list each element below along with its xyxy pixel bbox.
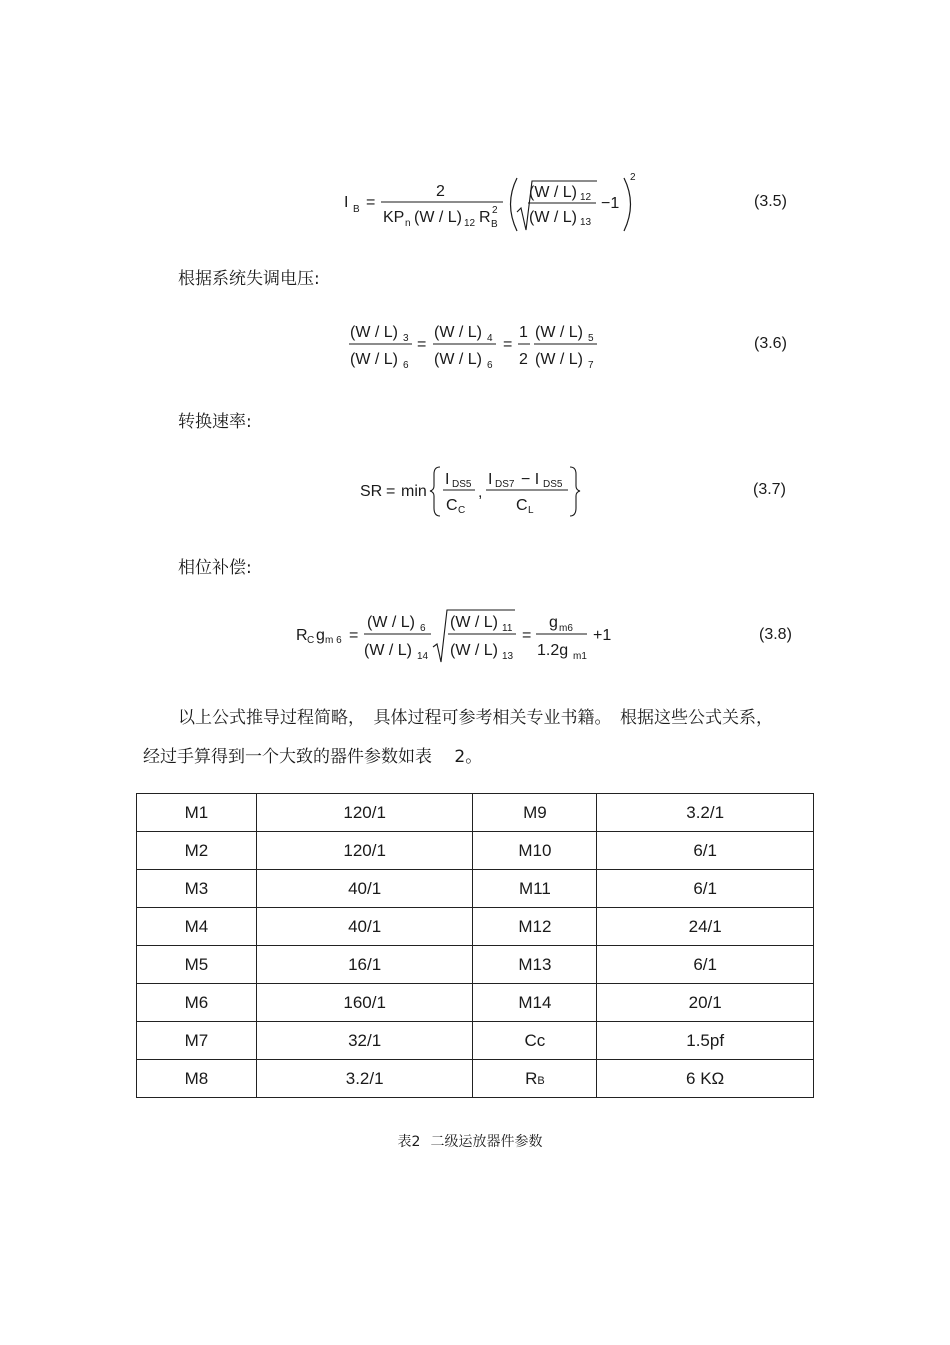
table-cell: Cc [473,1022,597,1060]
eq38-sq-num-sub: 11 [502,623,513,634]
eq37-b-den: C [516,497,528,514]
eq38-lhs-g: g [316,627,325,644]
paragraph-summary-line-1: 以上公式推导过程简略， 具体过程可参考相关专业书籍。 根据这些公式关系， [178,708,773,728]
eq36-half-num: 1 [519,324,528,341]
eq35-sqrt-den: (W / L) [529,209,577,226]
table-cell: M12 [473,908,597,946]
table-cell: 6/1 [597,832,814,870]
eq37-b-num-1: I [488,471,493,488]
table-cell: 120/1 [256,794,473,832]
eq35-left-paren [511,178,518,231]
eq37-b-num-2-sub: DS5 [543,479,563,490]
eq37-equals: = [386,483,396,500]
table-caption [0,1131,950,1151]
table-cell: 3.2/1 [256,1060,473,1098]
eq37-lhs: SR [360,483,383,500]
eq38-eq2: = [522,627,532,644]
table-cell: 6/1 [597,870,814,908]
table-cell: M1 [137,794,257,832]
equation-3-5 [344,172,636,231]
eq36-f1-num: (W / L) [350,324,398,341]
table-cell-rb [473,1060,597,1098]
table-cell: 40/1 [256,908,473,946]
eq38-f1-den-sub: 14 [417,651,429,662]
eq37-right-brace [570,467,580,516]
rb-subscript: B [537,1074,545,1087]
paragraph-slew-rate: 转换速率: [178,412,252,432]
table-row [137,1060,814,1098]
table-cell: 6/1 [597,946,814,984]
eq35-sqrt-den-sub: 13 [580,217,592,228]
eq35-den-wl: (W / L) [414,209,462,226]
eq35-sqrt-num: (W / L) [529,184,577,201]
table-cell: M13 [473,946,597,984]
table-cell: 160/1 [256,984,473,1022]
table-cell: M7 [137,1022,257,1060]
eq38-f3-num: g [549,614,558,631]
caption-label: 表2 [397,1134,421,1150]
eq37-b-den-sub: L [528,505,534,516]
eq35-den-r-sup: 2 [492,205,498,216]
eq36-f3-den: (W / L) [535,351,583,368]
eq35-equals: = [366,194,376,211]
table-cell: M3 [137,870,257,908]
table-row [137,870,814,908]
table-cell: M10 [473,832,597,870]
table-row [137,1022,814,1060]
eq35-outer-sup: 2 [630,172,636,183]
table-cell: 3.2/1 [597,794,814,832]
equation-3-7 [360,467,580,516]
eq35-den-kp: KP [383,209,405,226]
eq36-f3-den-sub: 7 [588,360,594,371]
eq36-eq1: = [417,336,427,353]
paragraph-summary-line-2: 经过手算得到一个大致的器件参数如表 2。 [143,747,483,767]
caption-text: 二级运放器件参数 [430,1134,543,1150]
eq35-den-wl-sub: 12 [464,218,476,229]
eq36-f1-den: (W / L) [350,351,398,368]
eq36-f2-den: (W / L) [434,351,482,368]
equation-number-3-7: (3.7) [753,481,786,498]
eq35-minus-one: −1 [601,195,620,212]
eq36-f1-num-sub: 3 [403,333,409,344]
eq37-a-den: C [446,497,458,514]
paragraph-offset-voltage: 根据系统失调电压: [178,269,320,289]
eq35-lhs: I [344,194,349,211]
eq36-f3-num: (W / L) [535,324,583,341]
table-cell: M14 [473,984,597,1022]
eq38-f1-num: (W / L) [367,614,415,631]
eq35-den-r-sub: B [491,219,498,230]
equation-number-3-6: (3.6) [754,335,787,352]
table-cell: M9 [473,794,597,832]
eq37-a-num-sub: DS5 [452,479,472,490]
eq36-eq2: = [503,336,513,353]
eq38-sq-den-sub: 13 [502,651,514,662]
table-cell: 32/1 [256,1022,473,1060]
table-cell: M11 [473,870,597,908]
table-cell: 6 KΩ [597,1060,814,1098]
eq35-sqrt-num-sub: 12 [580,192,592,203]
table-row [137,794,814,832]
eq37-b-num-minus: − I [521,471,540,488]
equation-3-6 [349,324,597,371]
table-cell: 1.5pf [597,1022,814,1060]
eq35-numerator: 2 [436,183,445,200]
table-cell: 16/1 [256,946,473,984]
eq35-lhs-sub: B [353,204,360,215]
table-cell: 24/1 [597,908,814,946]
table-cell: M8 [137,1060,257,1098]
eq38-eq1: = [349,627,359,644]
eq36-f3-num-sub: 5 [588,333,594,344]
eq38-f1-num-sub: 6 [420,623,426,634]
eq38-plus-one: +1 [593,627,612,644]
eq37-min: min [401,483,427,500]
eq38-sq-den: (W / L) [450,642,498,659]
paragraph-phase-compensation: 相位补偿: [178,558,252,578]
eq36-f1-den-sub: 6 [403,360,409,371]
eq38-f3-den: 1.2g [537,642,569,659]
eq35-right-paren [624,178,631,231]
eq38-f3-den-sub: m1 [573,651,587,662]
equation-number-3-5: (3.5) [754,193,787,210]
table-row [137,946,814,984]
eq37-left-brace [430,467,440,516]
table-cell: M4 [137,908,257,946]
table-cell: M6 [137,984,257,1022]
table-cell: M2 [137,832,257,870]
eq35-den-kp-sub: n [405,218,411,229]
eq38-f3-num-sub: m6 [559,623,573,634]
eq36-f2-num-sub: 4 [487,333,493,344]
equation-number-3-8: (3.8) [759,626,792,643]
table-row [137,908,814,946]
eq37-a-num: I [445,471,450,488]
eq36-f2-den-sub: 6 [487,360,493,371]
rb-symbol: R [525,1068,538,1088]
table-cell: 20/1 [597,984,814,1022]
eq37-a-den-sub: C [458,505,466,516]
eq38-f1-den: (W / L) [364,642,412,659]
eq37-comma: , [478,484,483,501]
eq38-sq-num: (W / L) [450,614,498,631]
equation-3-8 [296,610,611,662]
table-cell: 120/1 [256,832,473,870]
eq35-den-r: R [479,209,491,226]
eq38-lhs-r-sub: C [307,635,315,646]
device-parameter-table [136,793,814,1098]
eq36-f2-num: (W / L) [434,324,482,341]
eq37-b-num-1-sub: DS7 [495,479,515,490]
eq38-lhs-g-sub: m 6 [325,635,342,646]
table-row [137,832,814,870]
eq36-half-den: 2 [519,351,528,368]
eq38-lhs-r: R [296,627,308,644]
table-cell: 40/1 [256,870,473,908]
table-cell: M5 [137,946,257,984]
table-row [137,984,814,1022]
